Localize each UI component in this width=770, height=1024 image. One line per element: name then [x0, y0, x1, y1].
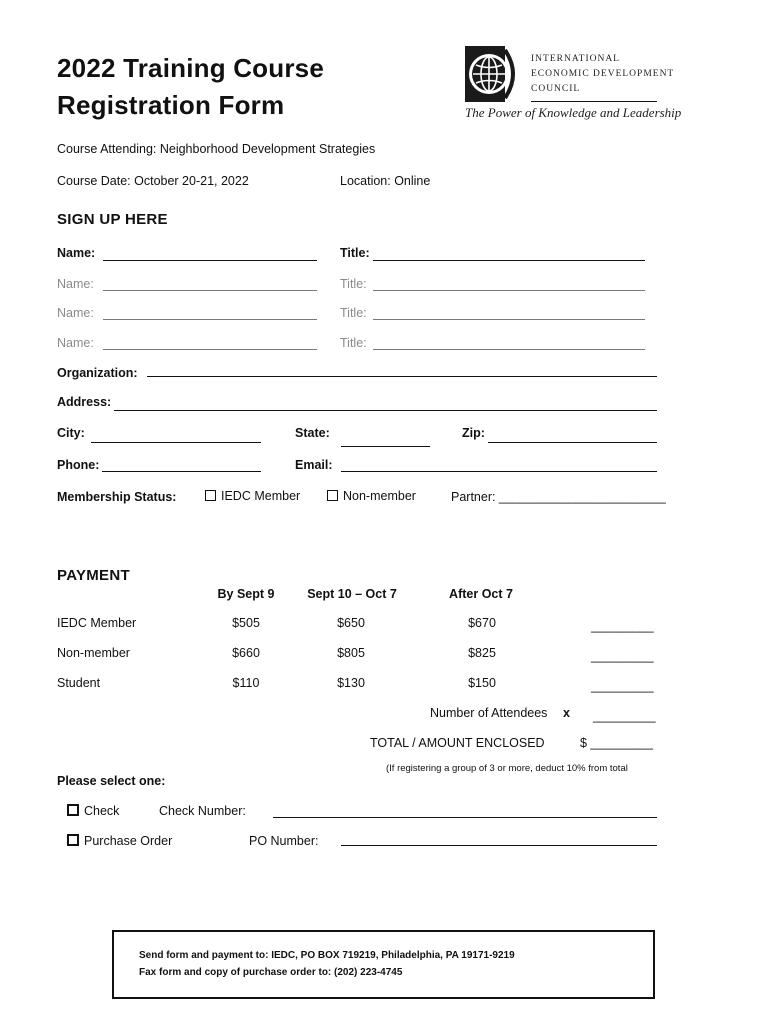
- title-label: Title:: [340, 277, 367, 291]
- title-field-3[interactable]: [373, 319, 645, 320]
- checkbox-icon[interactable]: [205, 490, 216, 501]
- email-field[interactable]: [341, 471, 657, 472]
- amount-blank[interactable]: _________: [591, 649, 654, 663]
- course-date: Course Date: October 20-21, 2022: [57, 174, 249, 188]
- checkbox-icon[interactable]: [67, 804, 79, 816]
- price-cell: $150: [468, 676, 496, 690]
- price-column-header: By Sept 9: [217, 587, 275, 601]
- title-field-4[interactable]: [373, 349, 645, 350]
- price-cell: $670: [468, 616, 496, 630]
- name-label: Name:: [57, 246, 96, 260]
- price-row-label: Student: [57, 676, 101, 690]
- title-field-1[interactable]: [373, 260, 645, 261]
- title-label: Title:: [340, 246, 370, 260]
- membership-option-nonmember[interactable]: Non-member: [327, 489, 416, 503]
- name-label: Name:: [57, 336, 94, 350]
- page-title-line-1: 2022 Training Course: [57, 53, 324, 83]
- check-number-field[interactable]: [273, 817, 657, 818]
- organization-field[interactable]: [147, 376, 657, 377]
- title-field-2[interactable]: [373, 290, 645, 291]
- logo-divider: [531, 101, 657, 102]
- state-field[interactable]: [341, 446, 430, 447]
- tagline: The Power of Knowledge and Leadership: [465, 105, 682, 120]
- price-cell: $825: [468, 646, 496, 660]
- price-cell: $110: [232, 676, 260, 690]
- city-field[interactable]: [91, 442, 261, 443]
- check-number-label: Check Number:: [159, 804, 246, 818]
- phone-label: Phone:: [57, 458, 100, 472]
- checkbox-icon[interactable]: [67, 834, 79, 846]
- name-field-3[interactable]: [103, 319, 317, 320]
- po-number-field[interactable]: [341, 845, 657, 846]
- organization-label: Organization:: [57, 366, 138, 380]
- name-label: Name:: [57, 277, 94, 291]
- multiply-sign: x: [563, 706, 570, 720]
- city-label: City:: [57, 426, 85, 440]
- fax-info: Fax form and copy of purchase order to: (202) 223-4745: [139, 967, 403, 978]
- mailing-info-box: [112, 930, 655, 999]
- title-label: Title:: [340, 306, 367, 320]
- iedc-org-name: INTERNATIONAL ECONOMIC DEVELOPMENT COUNCIL: [531, 54, 675, 94]
- price-cell: $130: [337, 676, 365, 690]
- attendees-label: Number of Attendees: [430, 706, 548, 720]
- amount-blank[interactable]: _________: [591, 679, 654, 693]
- address-label: Address:: [57, 395, 112, 409]
- amount-blank[interactable]: _________: [591, 619, 654, 633]
- discount-note: (If registering a group of 3 or more, deduct 10% from total: [386, 763, 628, 774]
- payment-option-po[interactable]: Purchase Order: [67, 834, 172, 848]
- price-cell: $805: [337, 646, 365, 660]
- membership-label: Membership Status:: [57, 490, 177, 504]
- phone-field[interactable]: [102, 471, 261, 472]
- price-row-label: Non-member: [57, 646, 130, 660]
- price-cell: $650: [337, 616, 365, 630]
- address-field[interactable]: [114, 410, 657, 411]
- name-field-1[interactable]: [103, 260, 317, 261]
- price-row-label: IEDC Member: [57, 616, 137, 630]
- globe-logo-icon: [465, 46, 525, 102]
- signup-heading: SIGN UP HERE: [57, 211, 168, 228]
- select-label: Please select one:: [57, 774, 166, 788]
- name-label: Name:: [57, 306, 94, 320]
- price-column-header: After Oct 7: [449, 587, 513, 601]
- total-field[interactable]: $ _________: [580, 736, 653, 750]
- payment-heading: PAYMENT: [57, 567, 130, 584]
- title-label: Title:: [340, 336, 367, 350]
- state-label: State:: [295, 426, 330, 440]
- email-label: Email:: [295, 458, 333, 472]
- page-title: [57, 50, 324, 124]
- checkbox-icon[interactable]: [327, 490, 338, 501]
- name-field-4[interactable]: [103, 349, 317, 350]
- price-cell: $660: [232, 646, 260, 660]
- price-cell: $505: [232, 616, 260, 630]
- price-column-header: Sept 10 – Oct 7: [307, 587, 397, 601]
- attendees-field[interactable]: _________: [593, 709, 656, 723]
- payment-option-check[interactable]: Check: [67, 804, 119, 818]
- zip-label: Zip:: [462, 426, 485, 440]
- name-field-2[interactable]: [103, 290, 317, 291]
- course-attending: Course Attending: Neighborhood Development Strategies: [57, 142, 376, 156]
- course-location: Location: Online: [340, 174, 431, 188]
- page-title-line-2: Registration Form: [57, 90, 285, 120]
- po-number-label: PO Number:: [249, 834, 319, 848]
- zip-field[interactable]: [488, 442, 657, 443]
- mailing-address: Send form and payment to: IEDC, PO BOX 719219, Philadelphia, PA 19171-9219: [139, 950, 515, 961]
- partner-field[interactable]: Partner: ________________________: [451, 490, 666, 504]
- total-label: TOTAL / AMOUNT ENCLOSED: [370, 736, 545, 750]
- membership-option-member[interactable]: IEDC Member: [205, 489, 300, 503]
- iedc-logo: [465, 46, 525, 102]
